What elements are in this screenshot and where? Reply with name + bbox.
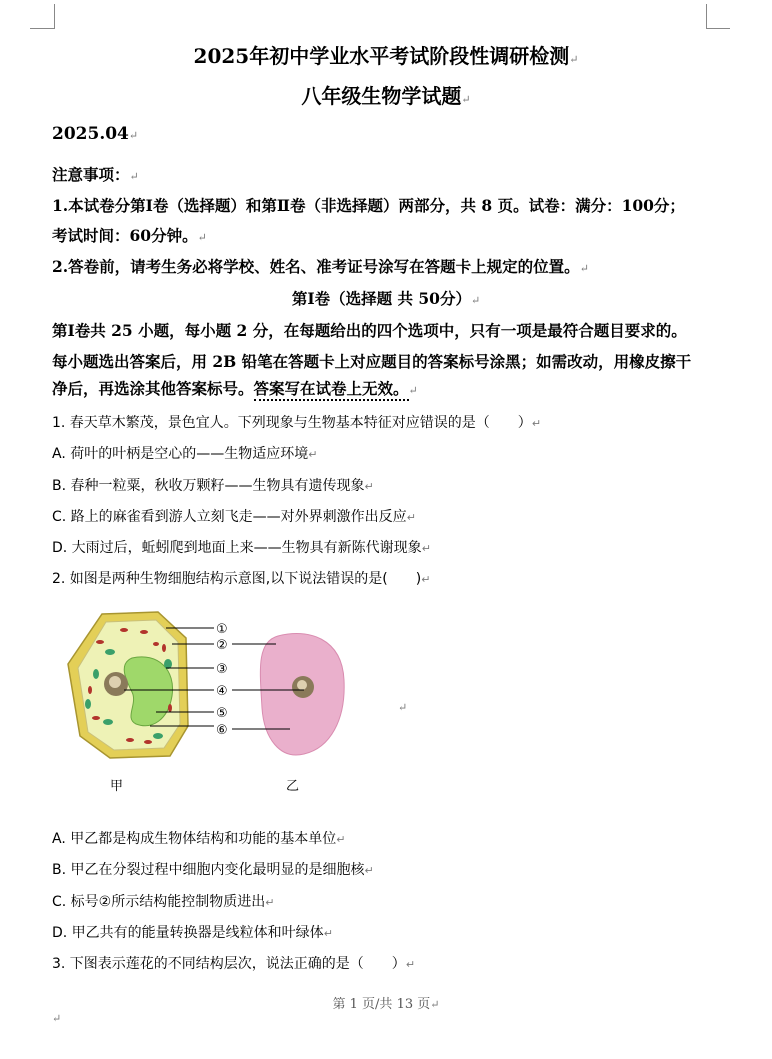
q2-option-d: D. 甲乙共有的能量转换器是线粒体和叶绿体↵ (52, 925, 333, 941)
marker-1: ① (216, 622, 228, 637)
section-instructions-1: 第Ⅰ卷共 25 小题，每小题 2 分，在每题给出的四个选项中，只有一项是最符合题目要求的。 (52, 321, 687, 340)
crop-mark-top-left-v (54, 4, 55, 29)
q2-stem: 2. 如图是两种生物细胞结构示意图,以下说法错误的是( )↵ (52, 571, 431, 587)
figure-return-mark: ↵ (398, 701, 408, 714)
q3-stem: 3. 下图表示莲花的不同结构层次，说法正确的是（ ）↵ (52, 956, 416, 972)
exam-date: 2025.04↵ (52, 124, 139, 144)
end-return-mark: ↵ (52, 1012, 62, 1025)
q1-option-c: C. 路上的麻雀看到游人立刻飞走——对外界刺激作出反应↵ (52, 509, 416, 525)
q2-option-b: B. 甲乙在分裂过程中细胞内变化最明显的是细胞核↵ (52, 862, 374, 878)
crop-mark-top-right-v (706, 4, 707, 29)
page-subtitle: 八年级生物学试题↵ (301, 84, 471, 108)
q2-option-a: A. 甲乙都是构成生物体结构和功能的基本单位↵ (52, 831, 346, 847)
section-instructions-2: 每小题选出答案后，用 2B 铅笔在答题卡上对应题目的答案标号涂黑；如需改动，用橡皮擦干 (52, 352, 692, 371)
crop-mark-top-left-h (30, 28, 54, 29)
marker-6: ⑥ (216, 723, 228, 738)
animal-nucleolus (297, 680, 307, 690)
q1-option-d: D. 大雨过后，蚯蚓爬到地面上来——生物具有新陈代谢现象↵ (52, 540, 431, 556)
q1-option-a: A. 荷叶的叶柄是空心的——生物适应环境↵ (52, 446, 318, 462)
nucleolus (109, 676, 121, 688)
cell-diagram (60, 608, 360, 808)
plant-cell (68, 612, 188, 758)
marker-5: ⑤ (216, 706, 228, 721)
q1-option-b: B. 春种一粒粟，秋收万颗籽——生物具有遗传现象↵ (52, 478, 374, 494)
notice-item-2: 2.答卷前，请考生务必将学校、姓名、准考证号涂写在答题卡上规定的位置。↵ (52, 257, 589, 276)
section-heading: 第Ⅰ卷（选择题 共 50分）↵ (291, 289, 481, 308)
notice-item-1-cont: 考试时间：60分钟。↵ (52, 226, 207, 245)
label-plant-cell: 甲 (110, 779, 124, 794)
label-animal-cell: 乙 (286, 779, 300, 794)
crop-mark-top-right-h (706, 28, 730, 29)
page-title: 2025年初中学业水平考试阶段性调研检测↵ (193, 44, 579, 68)
notice-heading: 注意事项：↵ (52, 165, 139, 184)
section-instructions-3: 净后，再选涂其他答案标号。答案写在试卷上无效。↵ (52, 377, 418, 399)
marker-4: ④ (216, 684, 228, 699)
q2-option-c: C. 标号②所示结构能控制物质进出↵ (52, 894, 275, 910)
q1-stem: 1. 春天草木繁茂，景色宜人。下列现象与生物基本特征对应错误的是（ ）↵ (52, 415, 542, 431)
marker-3: ③ (216, 662, 228, 677)
emphasis-dotted: 答案写在试卷上无效。 (254, 379, 409, 401)
marker-2: ② (216, 638, 228, 653)
notice-item-1: 1.本试卷分第Ⅰ卷（选择题）和第Ⅱ卷（非选择题）两部分，共 8 页。试卷：满分：100分； (52, 196, 685, 215)
page-footer: 第 1 页/共 13 页↵ (332, 997, 440, 1012)
